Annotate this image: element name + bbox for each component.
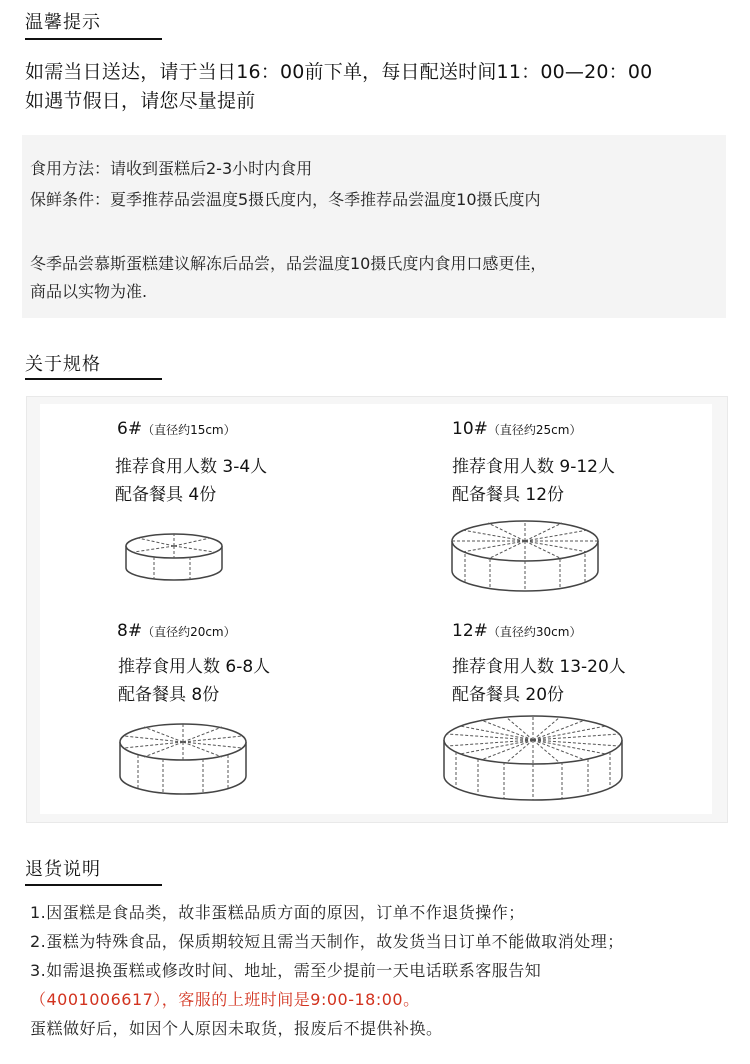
spec-6-size-label: 6#: [117, 419, 143, 439]
spec-12-diameter: （直径约30cm）: [487, 625, 582, 639]
spec-12-cutlery: 配备餐具 20份: [452, 685, 565, 705]
spec-10-cutlery: 配备餐具 12份: [452, 485, 565, 505]
spec-8-size-label: 8#: [117, 621, 143, 641]
holiday-notice-line: 如遇节假日，请您尽量提前: [25, 90, 256, 112]
return-rule-3: 3.如需退换蛋糕或修改时间、地址，需至少提前一天电话联系客服告知: [30, 961, 542, 980]
spec-12-size-label: 12#: [452, 621, 488, 641]
spec-6-people: 推荐食用人数 3-4人: [115, 457, 268, 477]
spec-6-diameter: （直径约15cm）: [142, 423, 236, 437]
specs-title: 关于规格: [25, 354, 101, 375]
returns-title: 退货说明: [25, 859, 101, 880]
specs-title-underline: [25, 378, 162, 380]
returns-title-underline: [25, 884, 162, 886]
spec-8-cutlery: 配备餐具 8份: [118, 685, 220, 705]
spec-8-size: [117, 621, 236, 641]
spec-10-diameter: （直径约25cm）: [487, 423, 582, 437]
spec-10-size-label: 10#: [452, 419, 488, 439]
cake-6-icon: [124, 528, 224, 588]
cake-10-icon: [450, 513, 600, 597]
mousse-advice-text: 冬季品尝慕斯蛋糕建议解冻后品尝，品尝温度10摄氏度内食用口感更佳，: [30, 254, 547, 273]
spec-10-size: [452, 419, 581, 439]
cake-8-icon: [118, 716, 248, 804]
return-rule-1: 1.因蛋糕是食品类，故非蛋糕品质方面的原因，订单不作退货操作；: [30, 903, 525, 922]
spec-8-diameter: （直径约20cm）: [142, 625, 236, 639]
spec-10-people: 推荐食用人数 9-12人: [452, 457, 615, 477]
return-rule-2: 2.蛋糕为特殊食品，保质期较短且需当天制作，故发货当日订单不能做取消处理；: [30, 932, 624, 951]
spec-6-size: [117, 419, 236, 439]
notice-title-underline: [25, 38, 162, 40]
storage-condition-text: 保鲜条件：夏季推荐品尝温度5摄氏度内，冬季推荐品尝温度10摄氏度内: [30, 190, 541, 209]
cake-12-icon: [442, 712, 624, 808]
uncollected-cake-policy: 蛋糕做好后，如因个人原因未取货，报废后不提供补换。: [30, 1019, 443, 1038]
notice-title: 温馨提示: [25, 12, 101, 33]
spec-12-people: 推荐食用人数 13-20人: [452, 657, 626, 677]
spec-12-size: [452, 621, 581, 641]
spec-6-cutlery: 配备餐具 4份: [115, 485, 217, 505]
spec-8-people: 推荐食用人数 6-8人: [118, 657, 271, 677]
customer-service-hours: （4001006617），客服的上班时间是9:00-18:00。: [30, 990, 420, 1009]
usage-method-text: 食用方法：请收到蛋糕后2-3小时内食用: [30, 159, 313, 178]
delivery-notice-line: 如需当日送达，请于当日16：00前下单，每日配送时间11：00—20：00: [25, 61, 653, 83]
product-disclaimer-text: 商品以实物为准.: [30, 282, 148, 301]
